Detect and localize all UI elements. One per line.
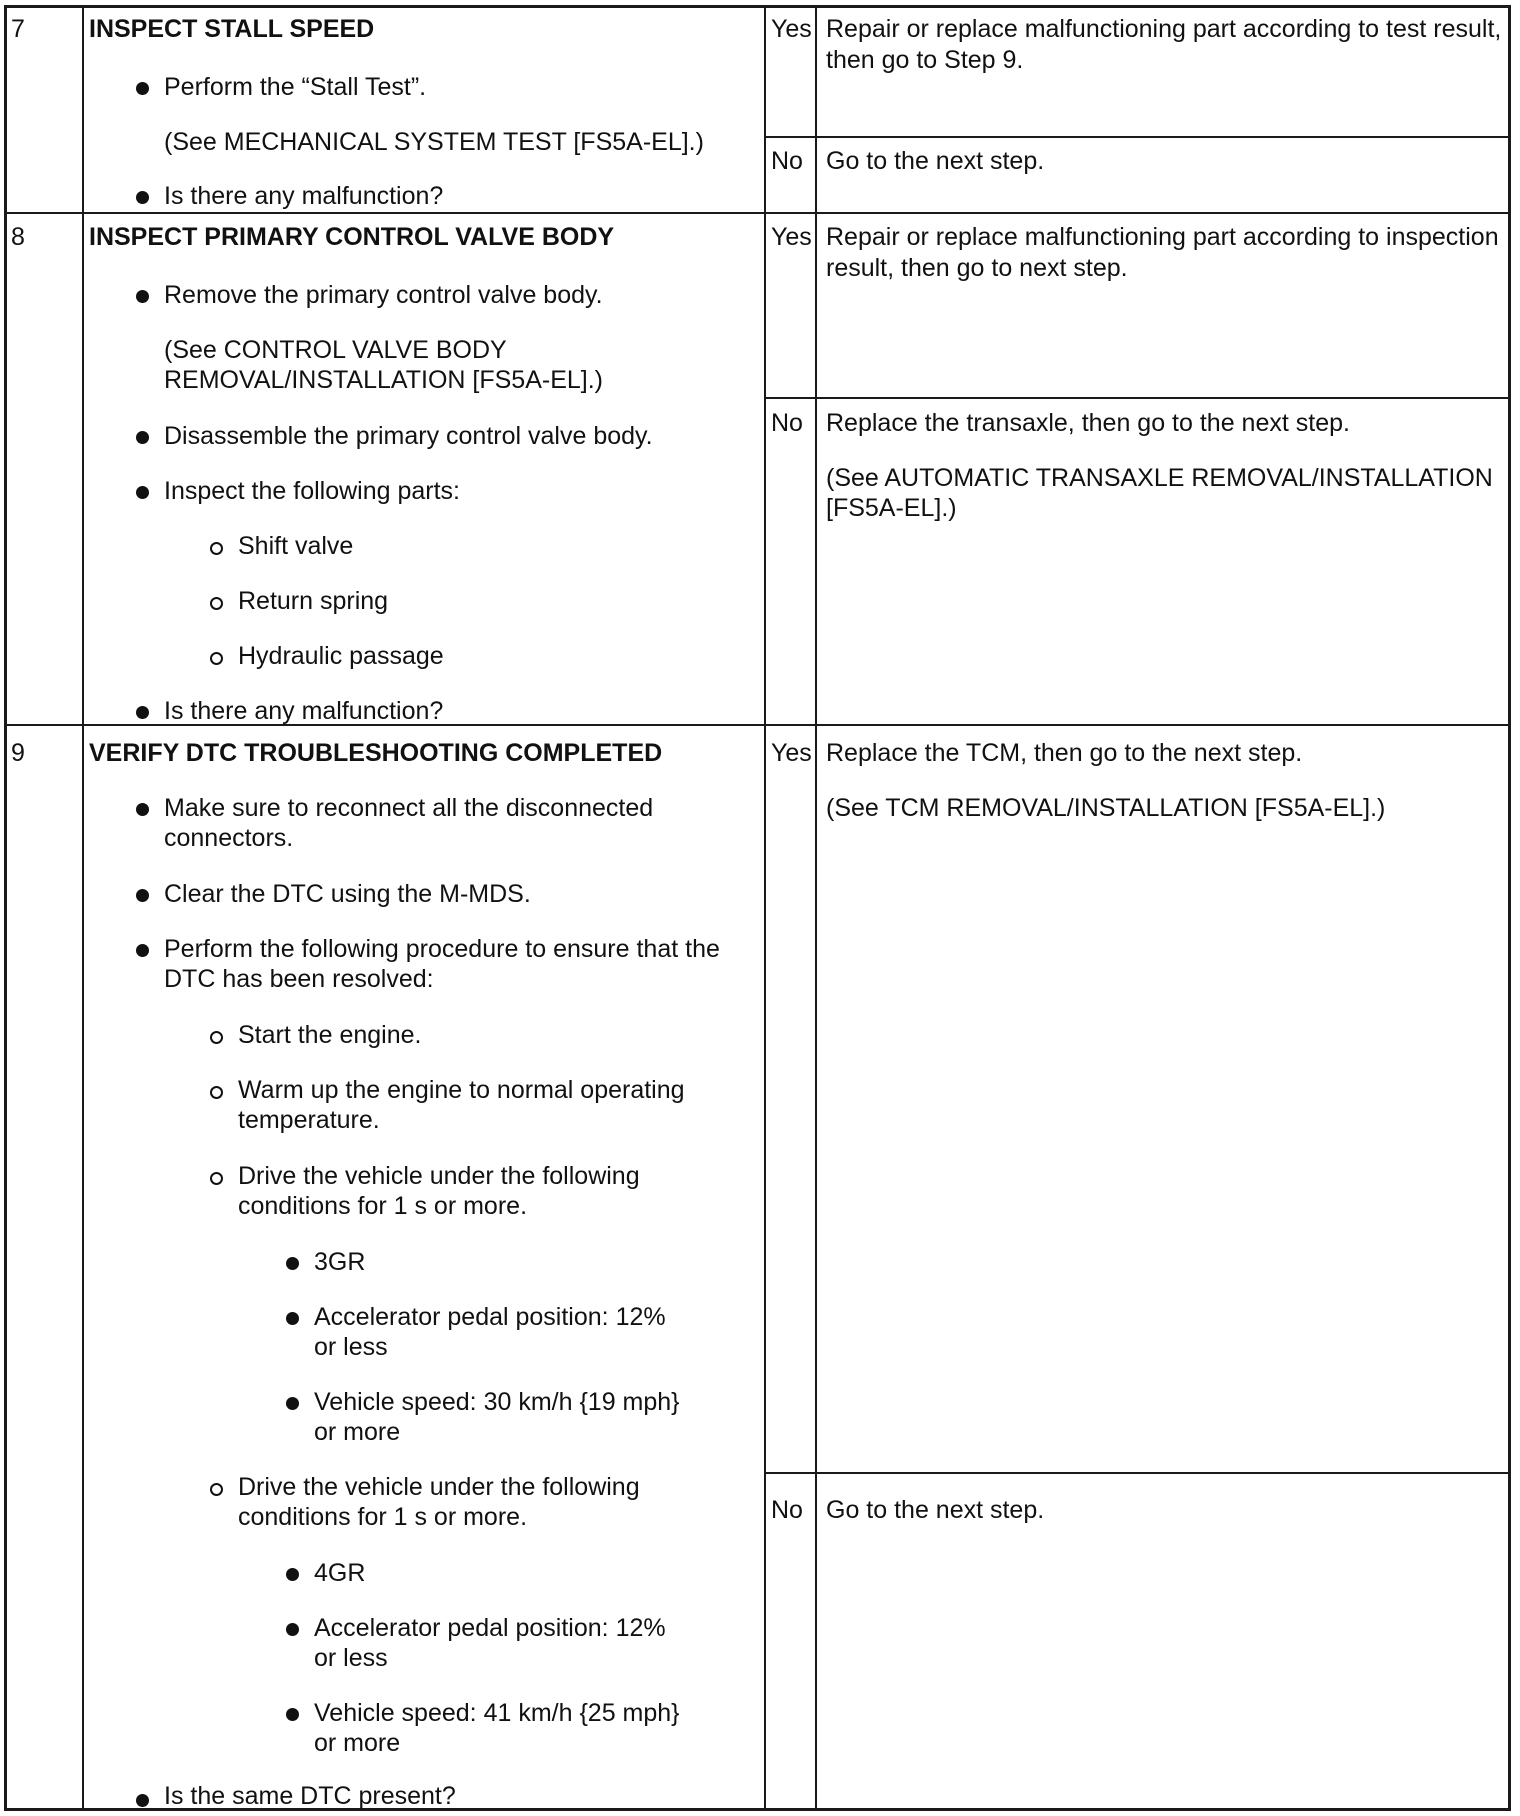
procedure-item: Inspect the following parts: (164, 477, 460, 505)
bullet-icon (286, 1568, 299, 1581)
yes-label: Yes (771, 223, 812, 251)
step-number: 8 (11, 223, 25, 251)
bullet-icon (136, 1794, 149, 1807)
procedure-subitem: conditions for 1 s or more. (238, 1192, 528, 1220)
yes-no-divider-7 (764, 136, 1511, 138)
bullet-icon (136, 889, 149, 902)
no-label: No (771, 147, 803, 175)
column-divider-result (815, 5, 817, 1811)
step-title: VERIFY DTC TROUBLESHOOTING COMPLETED (89, 739, 663, 767)
bullet-icon (136, 706, 149, 719)
bullet-icon (286, 1708, 299, 1721)
yes-label: Yes (771, 739, 812, 767)
bullet-icon (286, 1257, 299, 1270)
no-action: Replace the transaxle, then go to the next step. (826, 409, 1350, 437)
procedure-item: Perform the following procedure to ensure that the (164, 935, 720, 963)
procedure-subitem: Drive the vehicle under the following (238, 1162, 640, 1190)
procedure-subitem: temperature. (238, 1106, 380, 1134)
step-title: INSPECT STALL SPEED (89, 15, 375, 43)
condition-item: or more (314, 1418, 401, 1446)
yes-action: then go to Step 9. (826, 46, 1024, 74)
troubleshooting-table (4, 5, 1511, 1811)
procedure-item: Perform the “Stall Test”. (164, 73, 427, 101)
bullet-icon (136, 486, 149, 499)
procedure-subitem: Return spring (238, 587, 389, 615)
no-action: Go to the next step. (826, 147, 1045, 175)
no-reference: (See AUTOMATIC TRANSAXLE REMOVAL/INSTALLATION (826, 464, 1493, 492)
condition-item: or less (314, 1644, 388, 1672)
procedure-reference: REMOVAL/INSTALLATION [FS5A-EL].) (164, 366, 603, 394)
step-title: INSPECT PRIMARY CONTROL VALVE BODY (89, 223, 615, 251)
bullet-icon (136, 431, 149, 444)
row-divider-7-8 (4, 212, 1511, 214)
condition-item: or less (314, 1333, 388, 1361)
procedure-item: Is there any malfunction? (164, 182, 444, 210)
bullet-icon (286, 1312, 299, 1325)
procedure-item: connectors. (164, 824, 294, 852)
procedure-subitem: Shift valve (238, 532, 354, 560)
sub-bullet-icon (210, 1031, 223, 1044)
yes-action: Replace the TCM, then go to the next step. (826, 739, 1303, 767)
bullet-icon (136, 944, 149, 957)
condition-item: Vehicle speed: 41 km/h {25 mph} (314, 1699, 680, 1727)
yes-action: Repair or replace malfunctioning part according to test result, (826, 15, 1502, 43)
condition-item: Vehicle speed: 30 km/h {19 mph} (314, 1388, 680, 1416)
bullet-icon (286, 1623, 299, 1636)
procedure-subitem: Hydraulic passage (238, 642, 444, 670)
column-divider-procedure (764, 5, 766, 1811)
yes-action: result, then go to next step. (826, 254, 1128, 282)
procedure-subitem: Drive the vehicle under the following (238, 1473, 640, 1501)
yes-no-divider-9 (764, 1472, 1511, 1474)
procedure-subitem: Warm up the engine to normal operating (238, 1076, 685, 1104)
condition-item: Accelerator pedal position: 12% (314, 1614, 666, 1642)
condition-item: or more (314, 1729, 401, 1757)
procedure-reference: (See MECHANICAL SYSTEM TEST [FS5A-EL].) (164, 128, 704, 156)
procedure-item: Make sure to reconnect all the disconnected (164, 794, 654, 822)
sub-bullet-icon (210, 1086, 223, 1099)
procedure-reference: (See CONTROL VALVE BODY (164, 336, 507, 364)
bullet-icon (136, 82, 149, 95)
table-border-top (4, 5, 1511, 8)
sub-bullet-icon (210, 1483, 223, 1496)
step-number: 7 (11, 15, 25, 43)
condition-item: Accelerator pedal position: 12% (314, 1303, 666, 1331)
sub-bullet-icon (210, 1172, 223, 1185)
procedure-item: Is there any malfunction? (164, 697, 444, 725)
procedure-subitem: conditions for 1 s or more. (238, 1503, 528, 1531)
procedure-item: Remove the primary control valve body. (164, 281, 603, 309)
procedure-subitem: Start the engine. (238, 1021, 422, 1049)
condition-item: 3GR (314, 1248, 366, 1276)
condition-item: 4GR (314, 1559, 366, 1587)
yes-no-divider-8 (764, 397, 1511, 399)
column-divider-step (82, 5, 84, 1811)
no-label: No (771, 1496, 803, 1524)
step-number: 9 (11, 739, 25, 767)
procedure-item: Disassemble the primary control valve body. (164, 422, 653, 450)
procedure-item: Is the same DTC present? (164, 1782, 456, 1810)
sub-bullet-icon (210, 652, 223, 665)
bullet-icon (136, 290, 149, 303)
bullet-icon (136, 803, 149, 816)
yes-label: Yes (771, 15, 812, 43)
table-border-left (4, 5, 7, 1811)
no-label: No (771, 409, 803, 437)
procedure-item: DTC has been resolved: (164, 965, 434, 993)
sub-bullet-icon (210, 542, 223, 555)
yes-reference: (See TCM REMOVAL/INSTALLATION [FS5A-EL].) (826, 794, 1386, 822)
bullet-icon (136, 191, 149, 204)
bullet-icon (286, 1397, 299, 1410)
sub-bullet-icon (210, 597, 223, 610)
yes-action: Repair or replace malfunctioning part according to inspection (826, 223, 1499, 251)
procedure-item: Clear the DTC using the M-MDS. (164, 880, 531, 908)
no-reference: [FS5A-EL].) (826, 494, 957, 522)
no-action: Go to the next step. (826, 1496, 1045, 1524)
table-border-right (1508, 5, 1511, 1811)
